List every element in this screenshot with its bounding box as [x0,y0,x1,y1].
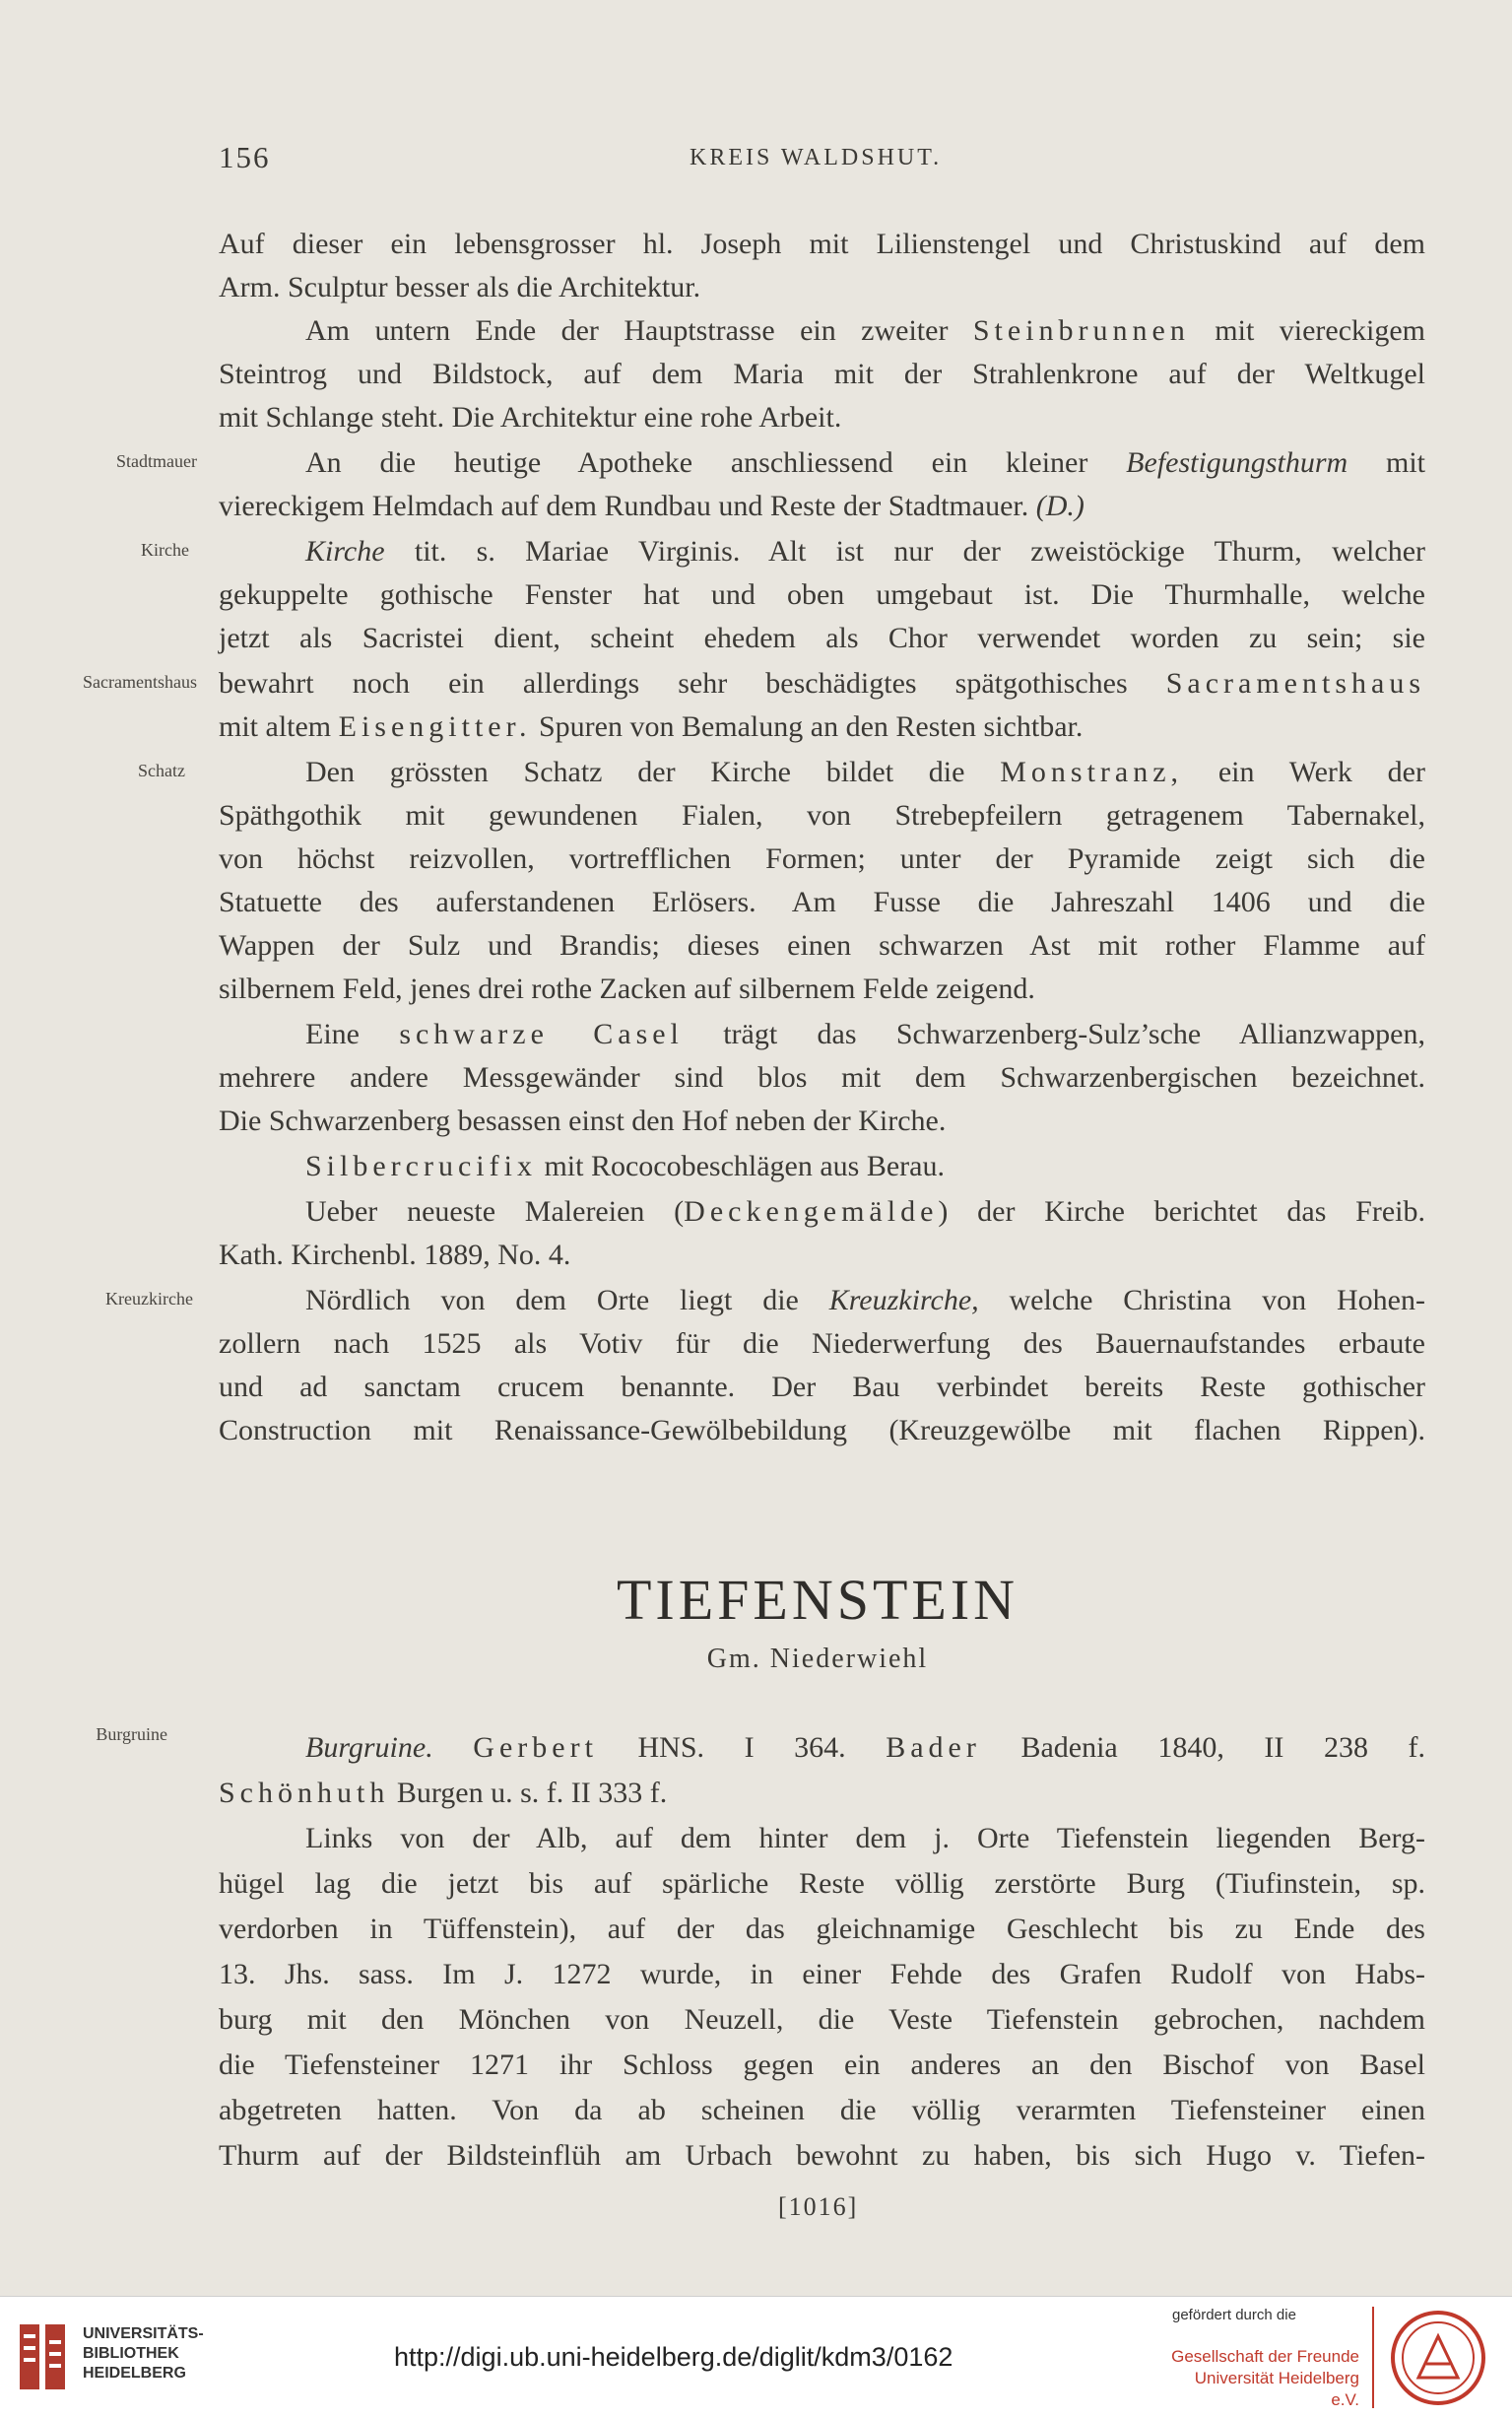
margin-note-kirche: Kirche [141,540,189,560]
text-line: 13. Jhs. sass. Im J. 1272 wurde, in einer Fehde des Grafen Rudolf von Habs- [219,1958,1425,1990]
text-line: Ueber neueste Malereien (Deckengemälde) der Kirche berichtet das Freib. [305,1195,1425,1228]
sponsor-label: gefördert durch die [1172,2307,1296,2323]
university-library-logo [16,2318,71,2395]
running-title: KREIS WALDSHUT. [690,145,943,170]
text-line: silbernem Feld, jenes drei rothe Zacken auf silbernem Felde zeigend. [219,973,1035,1005]
page-number: 156 [219,140,271,174]
text-line: mehrere andere Messgewänder sind blos mit dem Schwarzenbergischen bezeichnet. [219,1061,1425,1094]
text-line: Construction mit Renaissance-Gewölbebildung (Kreuzgewölbe mit flachen Rippen). [219,1414,1425,1446]
text-line: hügel lag die jetzt bis auf spärliche Reste völlig zerstörte Burg (Tiufinstein, sp. [219,1867,1425,1900]
section-subheading: Gm. Niederwiehl [706,1644,929,1674]
text-line: zollern nach 1525 als Votiv für die Niederwerfung des Bauernaufstandes erbaute [219,1327,1425,1360]
text-line: bewahrt noch ein allerdings sehr beschädigtes spätgothisches Sacramentshaus [219,667,1425,700]
text-line: Steintrog und Bildstock, auf dem Maria mit der Strahlenkrone auf der Weltkugel [219,358,1425,390]
text-line: Die Schwarzenberg besassen einst den Hof neben der Kirche. [219,1105,947,1137]
text-line: Burgruine. Gerbert HNS. I 364. Bader Badenia 1840, II 238 f. [305,1731,1426,1764]
text-line: mit altem Eisengitter. Spuren von Bemalung an den Resten sichtbar. [219,710,1084,743]
text-line: Thurm auf der Bildsteinflüh am Urbach bewohnt zu haben, bis sich Hugo v. Tiefen- [219,2139,1425,2172]
text-line: Den grössten Schatz der Kirche bildet die Monstranz, ein Werk der [305,756,1425,788]
text-line: und ad sanctam crucem benannte. Der Bau verbindet bereits Reste gothischer [219,1371,1425,1403]
permalink[interactable]: http://digi.ub.uni-heidelberg.de/diglit/kdm3/0162 [394,2342,953,2372]
text-line: Kirche tit. s. Mariae Virginis. Alt ist nur der zweistöckige Thurm, welcher [305,535,1425,568]
text-line: jetzt als Sacristei dient, scheint ehedem als Chor verwendet worden zu sein; sie [219,622,1425,654]
divider [1372,2307,1374,2408]
margin-note-schatz: Schatz [138,761,185,780]
text-line: gekuppelte gothische Fenster hat und oben umgebaut ist. Die Thurmhalle, welche [219,578,1425,611]
margin-note-kreuzkirche: Kreuzkirche [105,1289,193,1309]
margin-note-stadtmauer: Stadtmauer [116,451,197,471]
university-seal-icon [1389,2309,1487,2407]
text-line: Silbercrucifix mit Rococobeschlägen aus Berau. [305,1150,945,1182]
text-line: Späthgothik mit gewundenen Fialen, von Strebepfeilern getragenem Tabernakel, [219,799,1425,832]
text-line: mit Schlange steht. Die Architektur eine rohe Arbeit. [219,401,842,434]
text-line: Eine schwarze Casel trägt das Schwarzenberg-Sulz’sche Allianzwappen, [305,1018,1425,1050]
institution-name: UNIVERSITÄTS- BIBLIOTHEK HEIDELBERG [83,2325,204,2382]
text-line: Arm. Sculptur besser als die Architektur. [219,271,701,303]
digitization-footer [0,2296,1512,2418]
text-line: verdorben in Tüffenstein), auf der das gleichnamige Geschlecht bis zu Ende des [219,1913,1425,1945]
text-line: Schönhuth Burgen u. s. f. II 333 f. [219,1777,668,1809]
printed-page-number: [1016] [778,2192,859,2221]
text-line: abgetreten hatten. Von da ab scheinen die völlig verarmten Tiefensteiner einen [219,2094,1425,2126]
text-line: Statuette des auferstandenen Erlösers. Am Fusse die Jahreszahl 1406 und die [219,886,1425,918]
sponsor-name: Gesellschaft der Freunde Universität Heidelberg e.V. [1171,2347,1359,2409]
text-line: Nördlich von dem Orte liegt die Kreuzkirche, welche Christina von Hohen- [305,1284,1425,1316]
text-line: viereckigem Helmdach auf dem Rundbau und Reste der Stadtmauer. (D.) [219,490,1085,522]
text-line: Links von der Alb, auf dem hinter dem j. Orte Tiefenstein liegenden Berg- [305,1822,1425,1854]
text-line: die Tiefensteiner 1271 ihr Schloss gegen ein anderes an den Bischof von Basel [219,2049,1425,2081]
margin-note-burgruine: Burgruine [96,1724,167,1744]
section-heading: TIEFENSTEIN [616,1568,1019,1632]
text-line: burg mit den Mönchen von Neuzell, die Veste Tiefenstein gebrochen, nachdem [219,2003,1425,2036]
text-line: von höchst reizvollen, vortrefflichen Formen; unter der Pyramide zeigt sich die [219,842,1425,875]
text-line: Wappen der Sulz und Brandis; dieses einen schwarzen Ast mit rother Flamme auf [219,929,1425,962]
text-line: Auf dieser ein lebensgrosser hl. Joseph mit Lilienstengel und Christuskind auf dem [219,228,1425,260]
text-line: An die heutige Apotheke anschliessend ein kleiner Befestigungsthurm mit [305,446,1425,479]
text-line: Am untern Ende der Hauptstrasse ein zweiter Steinbrunnen mit viereckigem [305,314,1425,347]
margin-note-sacramentshaus: Sacramentshaus [83,672,197,692]
text-line: Kath. Kirchenbl. 1889, No. 4. [219,1239,571,1271]
